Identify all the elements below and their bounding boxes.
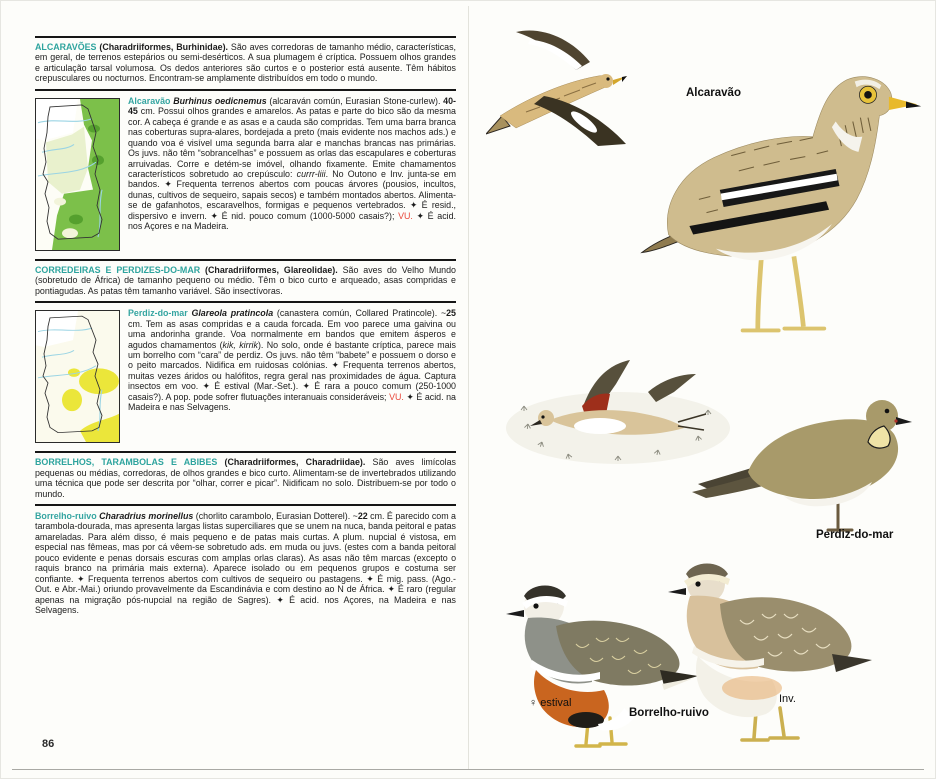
plate-label-alcaravao: Alcaravão [686,87,741,99]
species-account-perdiz-do-mar [35,308,456,445]
species-body: cm. É parecido com a tarambola-dourada, mas apresenta largas listas superciliares que se unem na nuca, banda peitoral e patas amareladas. Para além disso, é mais pequeno e de patas mais curtas. A plum. nupcial é vistosa, em especial nas fêmeas, mas por cá vêem-se sobretudo ads. em muda ou juvs. (estes com a banda peitoral pouco evidente e penas dorsais escuras com amplas orlas claras). As asas não têm marcas (excepto o raquis branco na primária mais externa). Aparece isolado ou em pequenos grupos e costuma ser confiante. ✦ Frequenta terrenos abertos com cultivos de sequeiro ou pastagens. ✦ É mig. pass. (Ago.-Out. e Abr.-Mai.) oriundo provavelmente da Escandinávia e com destino ao N de África. ✦ É raro (regular apenas na migração pós-nupcial na região de Sagres). ✦ É acid. nos Açores, na Madeira e nas Selvagens. [35,510,456,616]
species-account-borrelho-ruivo [35,511,456,616]
species-scientific-name: Burhinus oedicnemus [173,95,267,106]
species-scientific-name: Glareola pratincola [191,308,274,319]
species-text [35,511,456,616]
status-badge-vu: VU. [389,391,404,402]
species-scientific-name: Charadrius morinellus [99,510,194,521]
species-account-alcaravao [35,96,456,253]
page-fold [468,6,469,769]
species-body: ✦ É acid. na Madeira e nas Selvagens. [128,391,456,413]
illustration-borrelho-ruivo-winter [648,550,893,755]
section-rule [35,36,456,38]
family-intro-corredeiras [35,265,456,296]
distribution-map-perdiz-do-mar [35,310,120,443]
status-badge-vu: VU. [398,210,413,221]
portugal-map-estival [36,311,119,442]
species-name: Perdiz-do-mar [128,308,188,319]
species-intro: (chorlito carambolo, Eurasian Dotterel). ~ [193,510,358,521]
family-taxa: (Charadriiformes, Glareolidae). [200,264,338,275]
section-rule [35,89,456,91]
family-taxa: (Charadriiformes, Burhinidae). [96,42,229,52]
section-rule [35,259,456,261]
left-page [35,36,456,622]
plate-label-perdiz-do-mar: Perdiz-do-mar [816,529,894,541]
family-text: São aves limícolas pequenas ou médias, corredoras, de olhos grandes e bico curto. Alimentam-se de invertebrados utilizando uma técnica que pode ser descrita por “olhar, correr e picar”. Nidificam no solo. Distribuem-se por todo o mundo. [35,457,456,499]
species-body: ). No solo, onde é bastante críptica, parece mais um borrelho com “cara” de perdiz. Os juvs. não têm “babete” e possuem o dorso e o peito marcados. Nidifica em ruidosas colónias. ✦ Frequenta terrenos abertos, muitas vezes áridos ou halófitos, regra geral nas proximidades de água. Captura insectos em voo. ✦ É estival (Mar.-Set.). ✦ É rara a pouco comum (250-1000 casais?). A pop. pode sofrer flutuações interanuais consideráveis; [128,339,456,402]
page-bottom-edge [12,769,924,770]
family-text: São aves do Velho Mundo (sobretudo de África) de tamanho pequeno ou médio. Têm o bico curto e arqueado, asas compridas e pontiagudas. As patas têm tamanho variável. São insectívoras. [35,264,456,296]
illustration-perdiz-do-mar-standing [688,376,923,541]
section-rule [35,301,456,303]
species-body: . No Outono e Inv. junta-se em bandos. ✦ Frequenta terrenos abertos com poucas árvores (pousios, incultos, dunas, cultivos de sequeiro, sapais secos) e também montados abertos. Alimenta-se de gafanhotos, escaravelhos, formigas e pequenos vertebrados. ✦ É resid., dispersivo e invern. ✦ É nid. pouco comum (1000-5000 casais?); [128,168,456,221]
family-name: ALCARAVÕES [35,42,97,52]
page-number: 86 [42,738,55,750]
family-name: BORRELHOS, TARAMBOLAS E ABIBES [35,457,218,468]
species-size: 40-45 [128,95,456,117]
species-name: Alcaravão [128,95,171,106]
family-text: São aves corredoras de tamanho médio, características, em geral, de terrenos estepários ou semi-desérticos. A sua plumagem é críptica. Possuem olhos grandes e articulação tarsal volumosa. Os dedos anteriores são curtos e o posterior está ausente. Têm hábitos crepusculares ou nocturnos. Encontram-se amplamente distribuídos em todo o mundo. [35,42,456,84]
family-taxa: (Charadriiformes, Charadriidae). [217,457,366,468]
illustration-alcaravao-flight [486,24,661,149]
distribution-map-alcaravao [35,98,120,251]
species-body: ✦ É acid. nos Açores e na Madeira. [128,210,456,232]
portugal-map-resident [36,99,119,250]
species-body: cm. Tem as asas compridas e a cauda forcada. Em voo parece uma gaivina ou uma andorinha grande. Voa normalmente em bandos que emitem ásperos e agudos chamamentos ( [128,318,456,350]
species-size: 25 [446,308,456,319]
family-intro-alcaravoes [35,42,456,84]
family-intro-borrelhos [35,457,456,499]
species-intro: (canastera común, Collared Pratincole). ~ [273,308,447,319]
plate-label-borrelho-ruivo: Borrelho-ruivo [629,707,709,719]
species-body: cm. Possui olhos grandes e amarelos. As patas e parte do bico são da mesma cor. A cabeça é grande e as asas e a cauda são compridas. Tem uma barra branca nas coberturas supra-alares, bordejada a preto (mais evidente nos machos ads.) e quando voa é visível uma segunda barra alar e manchas brancas nas primárias. Os juvs. não têm “sobrancelhas” e possuem as orlas das escapulares e coberturas arruivadas. Corre e detém-se imóvel, olhando fixamente. Emite chamamentos característicos sobretudo ao crepúsculo: [128,106,456,179]
plate-label-female-estival: ♀ estival [529,697,572,709]
section-rule [35,504,456,506]
family-name: CORREDEIRAS E PERDIZES-DO-MAR [35,264,201,275]
species-intro: (alcaraván común, Eurasian Stone-curlew). [266,95,444,106]
species-call: currr-liii [296,168,326,179]
illustration-alcaravao-standing [640,22,925,352]
species-size: 22 [357,510,368,521]
section-rule [35,451,456,453]
species-name: Borrelho-ruivo [35,510,97,521]
plate-label-inv: Inv. [779,693,796,705]
species-call: kik, kirrik [222,339,258,350]
